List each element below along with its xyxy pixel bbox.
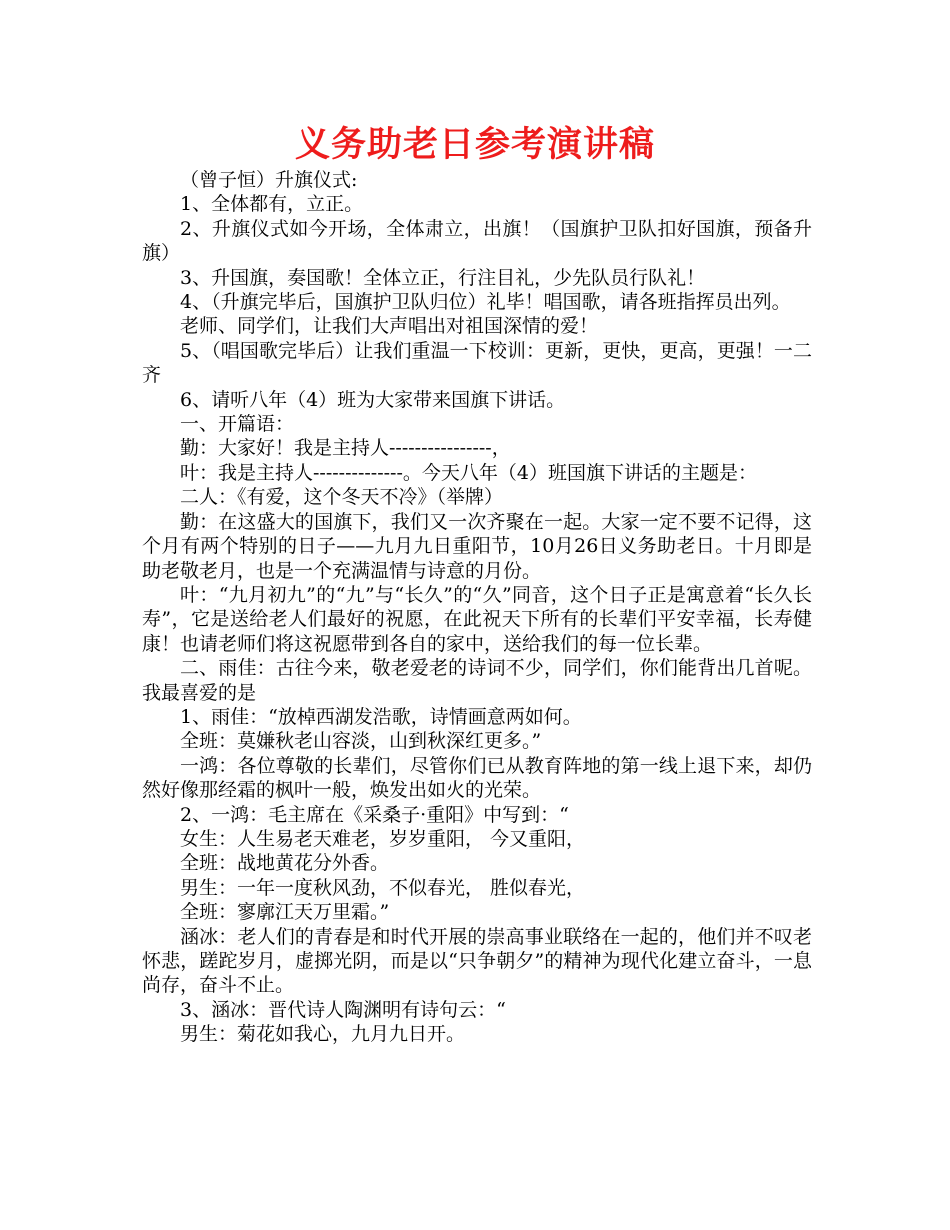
paragraph: 一鸿：各位尊敬的长辈们，尽管你们已从教育阵地的第一线上退下来，却仍然好像那经霜的枫叶一般，焕发出如火的光荣。: [142, 754, 812, 802]
document-title: 义务助老日参考演讲稿: [294, 125, 655, 165]
paragraph: 全班：寥廓江天万里霜。”: [180, 901, 390, 924]
paragraph: 1、雨佳：“放棹西湖发浩歌，诗情画意两如何。: [180, 705, 582, 728]
paragraph: 二、雨佳：古往今来，敬老爱老的诗词不少，同学们，你们能背出几首呢。我最喜爱的是: [142, 657, 812, 704]
paragraph: 二人：《有爱，这个冬天不冷》（举牌）: [180, 486, 504, 509]
paragraph: 3、升国旗，奏国歌！全体立正，行注目礼，少先队员行队礼！: [180, 266, 706, 289]
paragraph: 男生：一年一度秋风劲，不似春光， 胜似春光，: [180, 876, 586, 899]
paragraph: 女生：人生易老天难老，岁岁重阳， 今又重阳，: [180, 827, 586, 850]
paragraph: 5、（唱国歌完毕后）让我们重温一下校训：更新，更快，更高，更强！一二齐: [142, 339, 812, 387]
paragraph: 一、开篇语：: [180, 413, 295, 436]
paragraph: 涵冰：老人们的青春是和时代开展的崇高事业联络在一起的，他们并不叹老怀悲，蹉跎岁月，虚掷光阴，而是以“只争朝夕”的精神为现代化建立奋斗，一息尚存，奋斗不止。: [142, 925, 812, 997]
paragraph: 3、涵冰：晋代诗人陶渊明有诗句云：“: [180, 998, 506, 1021]
paragraph: 勤：在这盛大的国旗下，我们又一次齐聚在一起。大家一定不要不记得，这个月有两个特别的日子——九月九日重阳节，10月26日义务助老日。十月即是助老敬老月，也是一个充满温情与诗意的月份。: [142, 510, 812, 582]
paragraph: 1、全体都有，立正。: [180, 193, 364, 216]
paragraph: （曾子恒）升旗仪式:: [180, 169, 358, 191]
paragraph: 2、一鸿：毛主席在《采桑子·重阳》中写到：“: [180, 803, 569, 826]
paragraph: 叶：我是主持人--------------。今天八年（4）班国旗下讲话的主题是：: [180, 461, 757, 484]
paragraph: 6、请听八年（4）班为大家带来国旗下讲话。: [180, 388, 566, 411]
paragraph: 全班：战地黄花分外香。: [180, 852, 390, 875]
paragraph: 勤：大家好！我是主持人----------------，: [180, 437, 511, 460]
paragraph: 男生：菊花如我心，九月九日开。: [180, 1023, 466, 1046]
paragraph: 4、（升旗完毕后，国旗护卫队归位）礼毕！唱国歌，请各班指挥员出列。: [180, 291, 791, 314]
document-body: [142, 168, 812, 1047]
paragraph: 2、升旗仪式如今开场，全体肃立，出旗！（国旗护卫队扣好国旗，预备升旗）: [142, 217, 812, 265]
paragraph: 全班：莫嫌秋老山容淡，山到秋深红更多。”: [180, 730, 542, 753]
paragraph: 叶：“九月初九”的“九”与“长久”的“久”同音，这个日子正是寓意着“长久长寿”，它是送给老人们最好的祝愿，在此祝天下所有的长辈们平安幸福，长寿健康！也请老师们将这祝愿带到各自的家中，送给我们的每一位长辈。: [142, 583, 812, 655]
paragraph: 老师、同学们，让我们大声唱出对祖国深情的爱！: [180, 315, 599, 338]
